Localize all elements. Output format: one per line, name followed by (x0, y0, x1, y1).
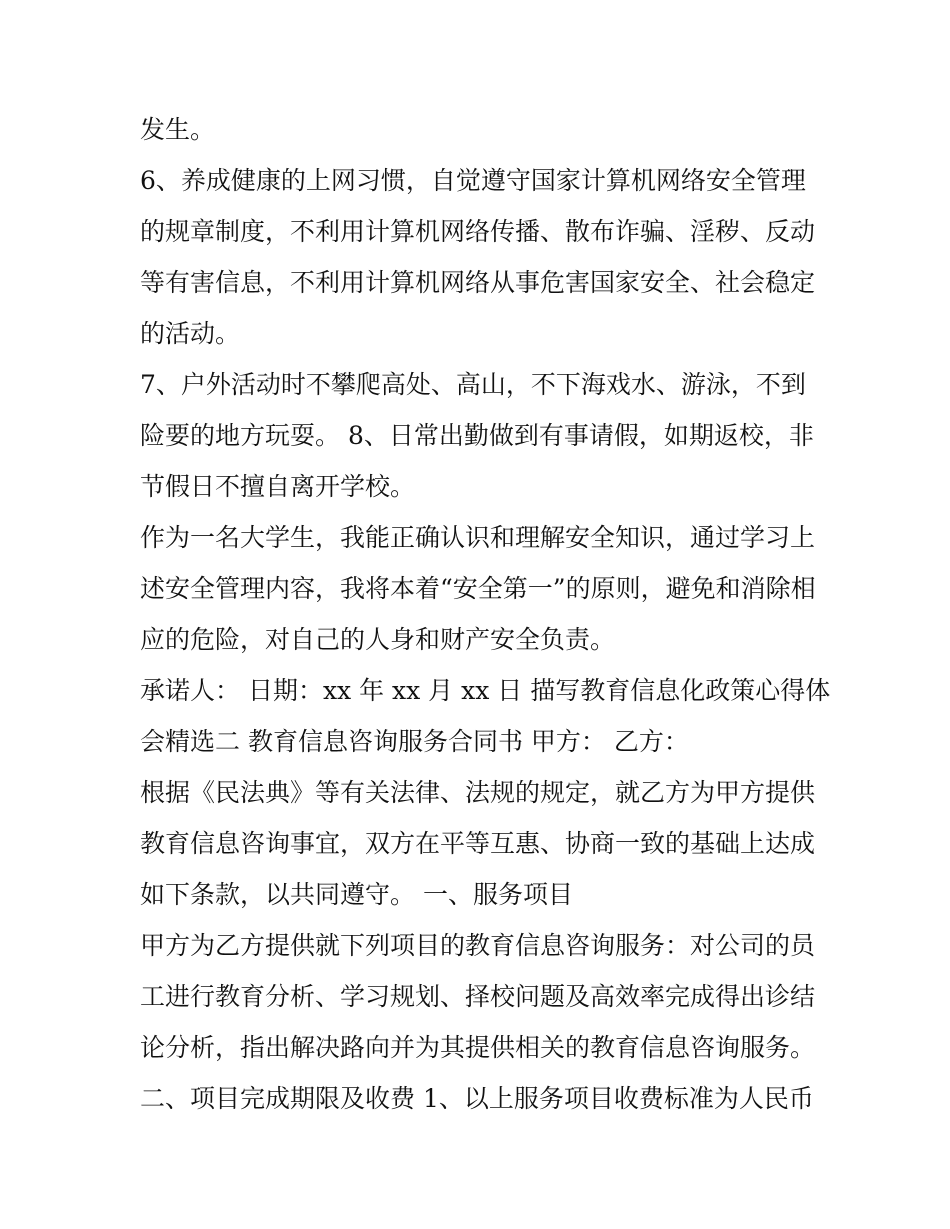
text-line: 二、项目完成期限及收费 1、以上服务项目收费标准为人民币 (140, 1084, 814, 1113)
text-line: 甲方为乙方提供就下列项目的教育信息咨询服务：对公司的员 (140, 931, 816, 960)
text-line: 险要的地方玩耍。 8、日常出勤做到有事请假，如期返校，非 (140, 421, 814, 450)
text-line: 承诺人： 日期：xx 年 xx 月 xx 日 描写教育信息化政策心得体 (140, 676, 831, 705)
text-line: 的活动。 (140, 319, 241, 348)
text-line: 7、户外活动时不攀爬高处、高山，不下海戏水、游泳，不到 (140, 370, 806, 399)
text-line: 发生。 (140, 115, 216, 144)
text-line: 工进行教育分析、学习规划、择校问题及高效率完成得出诊结 (140, 982, 816, 1011)
text-line: 等有害信息，不利用计算机网络从事危害国家安全、社会稳定 (140, 268, 816, 297)
document-body (140, 104, 831, 1124)
text-line: 节假日不擅自离开学校。 (140, 472, 416, 501)
text-line: 论分析，指出解决路向并为其提供相关的教育信息咨询服务。 (140, 1033, 816, 1062)
text-line: 应的危险，对自己的人身和财产安全负责。 (140, 625, 616, 654)
text-line: 会精选二 教育信息咨询服务合同书 甲方： 乙方： (140, 727, 689, 756)
text-line: 6、养成健康的上网习惯，自觉遵守国家计算机网络安全管理 (140, 166, 806, 195)
text-line: 述安全管理内容，我将本着“安全第一”的原则，避免和消除相 (140, 574, 816, 603)
text-line: 教育信息咨询事宜，双方在平等互惠、协商一致的基础上达成 (140, 829, 816, 858)
text-line: 根据《民法典》等有关法律、法规的规定，就乙方为甲方提供 (140, 778, 816, 807)
text-line: 的规章制度，不利用计算机网络传播、散布诈骗、淫秽、反动 (140, 217, 816, 246)
text-line: 作为一名大学生，我能正确认识和理解安全知识，通过学习上 (140, 523, 816, 552)
text-line: 如下条款，以共同遵守。 一、服务项目 (140, 880, 573, 909)
